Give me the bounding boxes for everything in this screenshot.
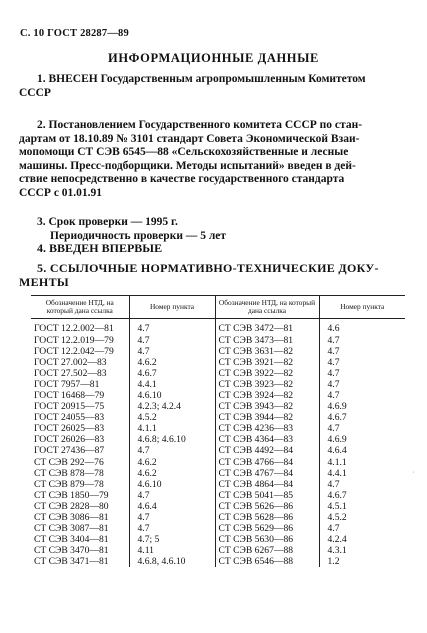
ntd-designation-cell: СТ СЭВ 6546—88 [215, 556, 319, 567]
item-2-line: мопомощи СТ СЭВ 6545—88 «Сельскохозяйственные и лесные [19, 146, 349, 159]
clause-number-cell: 4.6.7 [327, 412, 347, 424]
clause-number-cell: 4.5.1 [327, 500, 347, 512]
clause-number-cell: 4.7 [327, 334, 340, 346]
item-5 [19, 262, 409, 289]
clause-number-cell: 4.4.1 [327, 467, 347, 479]
clause-number-cell: 4.7 [327, 478, 340, 490]
ntd-designation-cell: ГОСТ 27436—87 [31, 445, 129, 456]
ntd-designation-cell: СТ СЭВ 4364—83 [215, 434, 319, 445]
table-row [31, 319, 405, 335]
table-row [31, 335, 405, 346]
ntd-designation-cell: СТ СЭВ 5628—86 [215, 512, 319, 523]
clause-number-cell: 4.7 [327, 378, 340, 390]
clause-number-cell: 4.7 [327, 356, 340, 368]
column-header: Обозначение НТД, на который дана ссылка [215, 296, 319, 319]
ntd-designation-cell: СТ СЭВ 878—78 [31, 468, 129, 479]
ntd-designation-cell: СТ СЭВ 3087—81 [31, 523, 129, 534]
table-row [31, 357, 405, 368]
item-2-line: ствие непосредственно в качестве государственного стандарта [19, 173, 345, 186]
item-5-line: МЕНТЫ [19, 274, 69, 289]
table-header-row [31, 296, 405, 319]
ntd-designation-cell: СТ СЭВ 3922—82 [215, 368, 319, 379]
table-row [31, 346, 405, 357]
ntd-designation-cell: СТ СЭВ 6267—88 [215, 545, 319, 556]
item-1-line: СССР [19, 86, 51, 99]
table-row [31, 512, 405, 523]
clause-number-cell: 4.6.4 [327, 445, 347, 457]
clause-number-cell: 4.6.2 [129, 457, 215, 468]
table-row [31, 468, 405, 479]
ntd-designation-cell: ГОСТ 12.2.002—81 [31, 319, 129, 335]
ntd-designation-cell: СТ СЭВ 879—78 [31, 479, 129, 490]
clause-number-cell: 4.7 [129, 512, 215, 523]
table-row [31, 556, 405, 567]
column-header: Номер пункта [129, 296, 215, 319]
ntd-designation-cell: ГОСТ 16468—79 [31, 390, 129, 401]
ntd-designation-cell: СТ СЭВ 3944—82 [215, 412, 319, 423]
ntd-designation-cell: СТ СЭВ 3470—81 [31, 545, 129, 556]
clause-number-cell: 4.7; 5 [129, 534, 215, 545]
margin-tick-mark: ˙ [412, 470, 415, 479]
table-row [31, 379, 405, 390]
item-5-line: 5. ССЫЛОЧНЫЕ НОРМАТИВНО-ТЕХНИЧЕСКИЕ ДОКУ- [37, 261, 379, 275]
clause-number-cell: 4.6.2 [129, 357, 215, 368]
table-row [31, 445, 405, 456]
item-2-line: машины. Пресс-подборщики. Методы испытаний» введен в дей- [19, 159, 356, 172]
table-row [31, 523, 405, 534]
clause-number-cell: 4.6.2 [129, 468, 215, 479]
item-3-line: Периодичность проверки — 5 лет [50, 229, 227, 242]
clause-number-cell: 4.4.1 [129, 379, 215, 390]
item-4-line: 4. ВВЕДЕН ВПЕРВЫЕ [37, 241, 163, 255]
ntd-designation-cell: СТ СЭВ 1850—79 [31, 490, 129, 501]
table-row [31, 501, 405, 512]
clause-number-cell: 4.2.3; 4.2.4 [129, 401, 215, 412]
clause-number-cell: 4.6.4 [129, 501, 215, 512]
ntd-designation-cell: СТ СЭВ 5629—86 [215, 523, 319, 534]
clause-number-cell: 4.11 [129, 545, 215, 556]
ntd-designation-cell: ГОСТ 27.502—83 [31, 368, 129, 379]
table-row [31, 479, 405, 490]
item-2-line: СССР с 01.01.91 [19, 186, 103, 199]
ntd-designation-cell: СТ СЭВ 292—76 [31, 457, 129, 468]
ntd-designation-cell: СТ СЭВ 3086—81 [31, 512, 129, 523]
ntd-designation-cell: ГОСТ 7957—81 [31, 379, 129, 390]
ntd-designation-cell: СТ СЭВ 3943—82 [215, 401, 319, 412]
clause-number-cell: 4.7 [129, 445, 215, 456]
item-1 [19, 73, 409, 100]
table-row [31, 534, 405, 545]
ntd-designation-cell: ГОСТ 26026—83 [31, 434, 129, 445]
clause-number-cell: 4.6.8, 4.6.10 [129, 556, 215, 567]
clause-number-cell: 4.7 [129, 319, 215, 335]
table-body [31, 319, 405, 568]
ntd-designation-cell: СТ СЭВ 3924—82 [215, 390, 319, 401]
column-header: Номер пункта [319, 296, 405, 319]
clause-number-cell: 4.6.9 [327, 434, 347, 446]
ntd-designation-cell: ГОСТ 12.2.019—79 [31, 335, 129, 346]
item-2 [19, 119, 409, 201]
clause-number-cell: 4.5.2 [327, 512, 347, 523]
ntd-designation-cell: СТ СЭВ 4767—84 [215, 468, 319, 479]
clause-number-cell: 4.6.7 [327, 489, 347, 501]
page-header: С. 10 ГОСТ 28287—89 [20, 28, 129, 39]
clause-number-cell: 4.7 [129, 523, 215, 534]
clause-number-cell: 4.6 [327, 323, 340, 335]
clause-number-cell: 4.7 [129, 346, 215, 357]
clause-number-cell: 4.6.7 [129, 368, 215, 379]
ntd-designation-cell: СТ СЭВ 4492—84 [215, 445, 319, 456]
ntd-designation-cell: СТ СЭВ 3631—82 [215, 346, 319, 357]
clause-number-cell: 4.5.2 [129, 412, 215, 423]
ntd-designation-cell: СТ СЭВ 3921—82 [215, 357, 319, 368]
ntd-designation-cell: СТ СЭВ 4864—84 [215, 479, 319, 490]
item-3-line: 3. Срок проверки — 1995 г. [37, 216, 178, 228]
ntd-designation-cell: СТ СЭВ 3472—81 [215, 319, 319, 335]
item-1-line: 1. ВНЕСЕН Государственным агропромышленным Комитетом [37, 73, 366, 85]
clause-number-cell: 4.1.1 [327, 456, 347, 468]
ntd-designation-cell: СТ СЭВ 5626—86 [215, 501, 319, 512]
clause-number-cell: 4.6.10 [129, 479, 215, 490]
ntd-designation-cell: ГОСТ 26025—83 [31, 423, 129, 434]
ntd-designation-cell: СТ СЭВ 4766—84 [215, 457, 319, 468]
ntd-designation-cell: СТ СЭВ 3923—82 [215, 379, 319, 390]
ntd-designation-cell: СТ СЭВ 3471—81 [31, 556, 129, 567]
table-row [31, 390, 405, 401]
item-2-line: дартам от 18.10.89 № 3101 стандарт Совета Экономической Взаи- [19, 132, 360, 145]
ntd-designation-cell: ГОСТ 24055—83 [31, 412, 129, 423]
table-row [31, 368, 405, 379]
ntd-designation-cell: СТ СЭВ 3473—81 [215, 335, 319, 346]
clause-number-cell: 4.6.9 [327, 401, 347, 413]
table-row [31, 545, 405, 556]
clause-number-cell: 4.7 [327, 345, 340, 357]
clause-number-cell: 4.3.1 [327, 545, 347, 557]
ntd-designation-cell: СТ СЭВ 3404—81 [31, 534, 129, 545]
ntd-designation-cell: ГОСТ 27.002—83 [31, 357, 129, 368]
clause-number-cell: 4.7 [129, 490, 215, 501]
clause-number-cell: 4.7 [327, 523, 340, 535]
clause-number-cell: 4.6.8; 4.6.10 [129, 434, 215, 445]
clause-number-cell: 4.7 [129, 335, 215, 346]
table-row [31, 412, 405, 423]
ntd-designation-cell: ГОСТ 12.2.042—79 [31, 346, 129, 357]
ntd-designation-cell: СТ СЭВ 2828—80 [31, 501, 129, 512]
table-row [31, 423, 405, 434]
item-2-line: 2. Постановлением Государственного комитета СССР по стан- [37, 119, 363, 131]
ntd-designation-cell: СТ СЭВ 4236—83 [215, 423, 319, 434]
table-row [31, 490, 405, 501]
clause-number-cell: 4.6.10 [129, 390, 215, 401]
table-row [31, 401, 405, 412]
column-header: Обозначение НТД, на который дана ссылка [31, 296, 129, 319]
ntd-designation-cell: СТ СЭВ 5041—85 [215, 490, 319, 501]
section-title: ИНФОРМАЦИОННЫЕ ДАННЫЕ [108, 51, 319, 65]
clause-number-cell: 4.2.4 [327, 534, 347, 546]
clause-number-cell: 1.2 [327, 556, 340, 568]
table-row [31, 457, 405, 468]
table-row [31, 434, 405, 445]
item-3 [19, 216, 409, 243]
references-table [31, 295, 405, 567]
ntd-designation-cell: ГОСТ 20915—75 [31, 401, 129, 412]
clause-number-cell: 4.1.1 [129, 423, 215, 434]
item-4 [19, 242, 409, 256]
ntd-designation-cell: СТ СЭВ 5630—86 [215, 534, 319, 545]
clause-number-cell: 4.7 [327, 423, 340, 435]
clause-number-cell: 4.7 [327, 389, 340, 401]
clause-number-cell: 4.7 [327, 367, 340, 379]
